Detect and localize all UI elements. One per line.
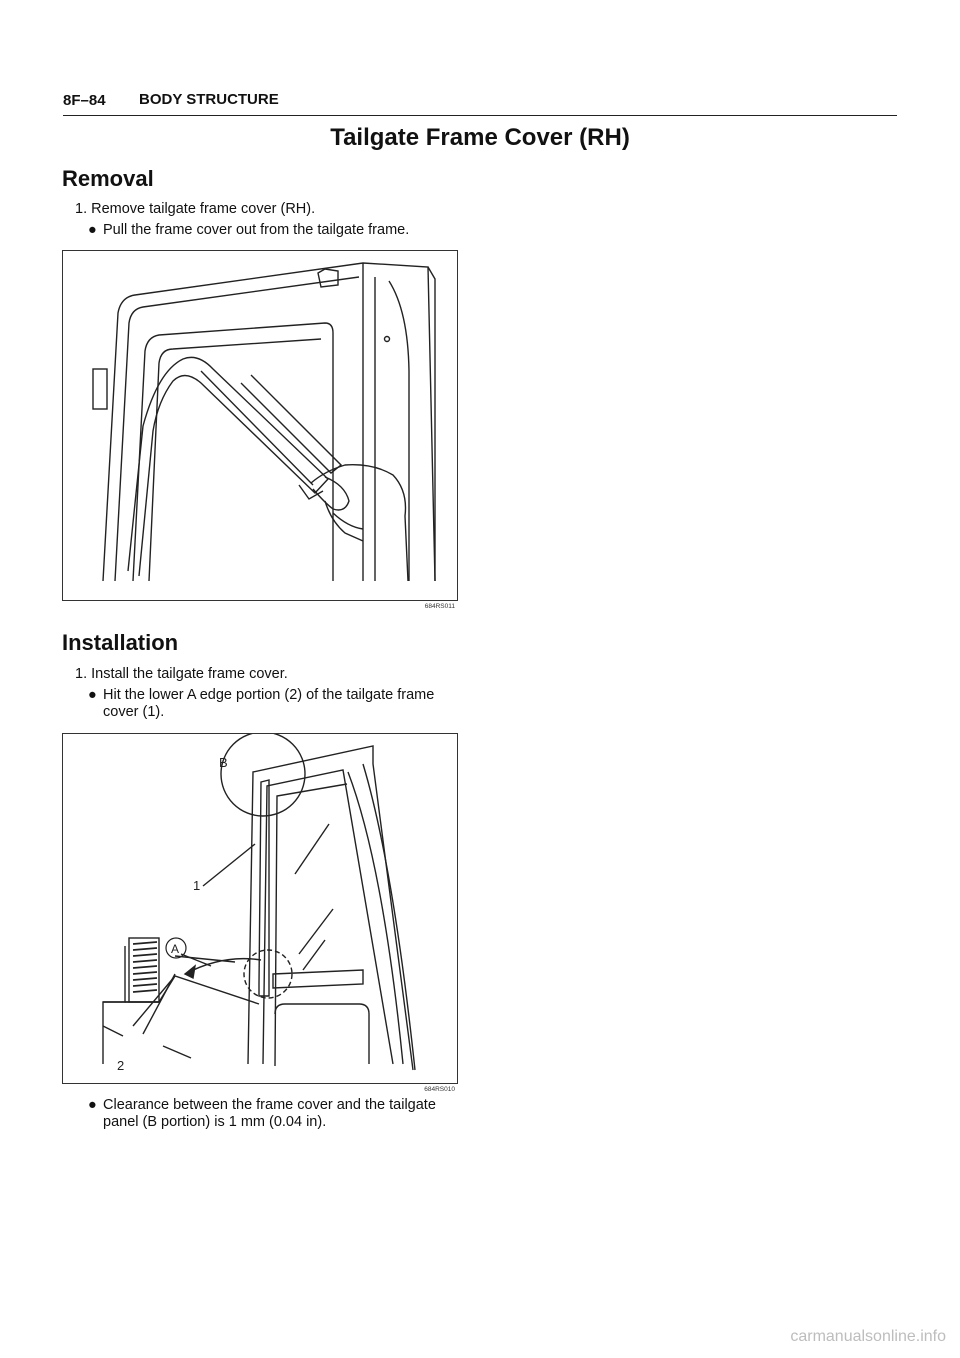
- installation-bullet-2-text: Clearance between the frame cover and the tailgate panel (B portion) is 1 mm (0.04 in).: [103, 1097, 436, 1130]
- bullet-icon: ●: [88, 222, 97, 238]
- page-title: Tailgate Frame Cover (RH): [330, 124, 630, 151]
- label-a: A: [171, 942, 180, 956]
- installation-figure: [62, 733, 458, 1093]
- label-1: 1: [193, 878, 201, 893]
- removal-figure: [62, 250, 458, 610]
- removal-bullet: [88, 222, 464, 239]
- bullet-icon: ●: [88, 1097, 97, 1113]
- installation-bullet-1-text: Hit the lower A edge portion (2) of the tailgate frame cover (1).: [103, 687, 435, 720]
- header-rule: [63, 115, 897, 116]
- tailgate-cover-installation-illustration: [63, 734, 457, 1083]
- removal-bullet-text: Pull the frame cover out from the tailgate frame.: [103, 222, 410, 238]
- watermark: carmanualsonline.info: [790, 1328, 946, 1345]
- installation-bullet-1: [88, 687, 464, 721]
- installation-heading: Installation: [62, 630, 179, 655]
- removal-heading: Removal: [62, 166, 154, 191]
- tailgate-cover-removal-illustration: [63, 251, 457, 600]
- label-b: B: [219, 755, 228, 770]
- installation-figure-id: 684RS010: [424, 1086, 455, 1093]
- bullet-icon: ●: [88, 687, 97, 703]
- removal-figure-id: 684RS011: [424, 603, 455, 610]
- label-2: 2: [117, 1058, 125, 1073]
- installation-step: 1. Install the tailgate frame cover.: [75, 666, 288, 682]
- section-title: BODY STRUCTURE: [139, 91, 279, 108]
- installation-bullet-2: [88, 1097, 464, 1131]
- page-number: 8F–84: [63, 92, 106, 109]
- page-header: [63, 88, 897, 118]
- removal-step: 1. Remove tailgate frame cover (RH).: [75, 201, 316, 217]
